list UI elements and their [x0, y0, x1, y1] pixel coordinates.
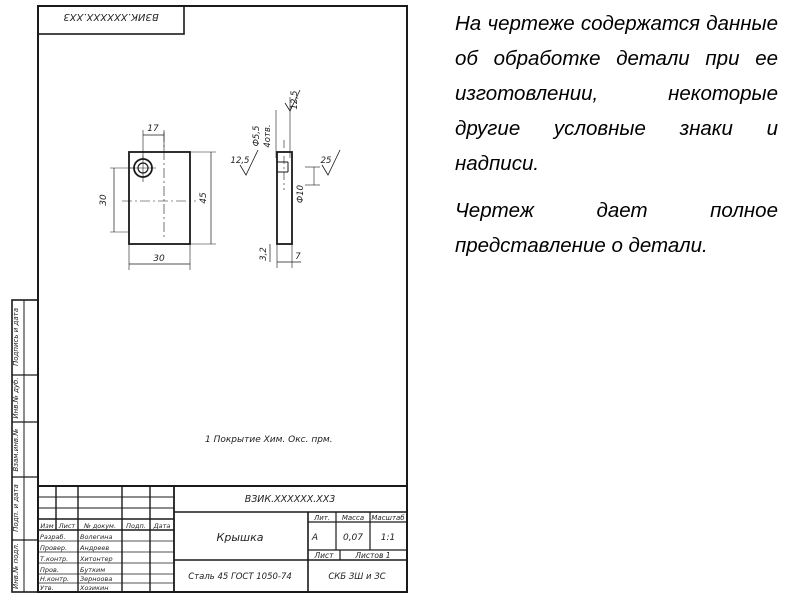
- side-label-2: Взам.инв.№: [12, 428, 20, 472]
- role-2: Т.контр.: [40, 555, 69, 563]
- plate-side-view: [277, 152, 292, 244]
- mass-value: 0,07: [342, 533, 364, 543]
- sheet-frame: [38, 6, 407, 592]
- roughness-right: 25: [320, 156, 332, 166]
- sheet-label: Лист: [314, 551, 334, 560]
- roughness-left: 12,5: [230, 156, 250, 166]
- hole-count: 4отв.: [263, 124, 273, 148]
- scale-value: 1:1: [380, 533, 396, 543]
- top-stamp: ВЗИК.XXXXXX.XX3: [63, 11, 159, 22]
- col-header-3: Подп.: [126, 522, 146, 530]
- coating-note: 1 Покрытие Хим. Окс. прм.: [205, 435, 333, 445]
- name-3: Бутким: [80, 566, 106, 574]
- role-1: Провер.: [40, 544, 68, 552]
- description-text: [455, 6, 778, 275]
- designation: ВЗИК.XXXXXX.XX3: [244, 494, 336, 505]
- header-lit: Лит.: [313, 514, 331, 522]
- name-5: Хозикин: [80, 584, 109, 592]
- sheets-label: Листов 1: [355, 551, 391, 560]
- paragraph-1: На чертеже содержатся данные об обработке детали при ее изготовлении, некоторые другие условные знаки и надписи.: [455, 12, 778, 175]
- header-scale: Масштаб: [371, 514, 405, 522]
- paragraph-2: Чертеж дает полное представление о детали.: [455, 199, 778, 257]
- roughness-top: 12,5: [290, 90, 300, 110]
- col-header-4: Дата: [153, 522, 171, 530]
- side-label-4: Подпись и дата: [12, 308, 20, 366]
- side-label-3: Инв.№ дуб.: [12, 377, 20, 419]
- name-4: Зерноова: [80, 575, 113, 583]
- side-label-1: Подп. и дата: [12, 484, 20, 532]
- hole-diameter: Ф5,5: [252, 125, 262, 147]
- lit-value: А: [311, 533, 319, 543]
- col-header-2: № докум.: [83, 522, 117, 530]
- role-3: Пров.: [40, 566, 59, 574]
- col-header-0: Изм: [40, 522, 54, 530]
- name-1: Андреев: [80, 544, 110, 552]
- role-4: Н.контр.: [40, 575, 70, 583]
- role-0: Разраб.: [40, 533, 66, 541]
- header-mass: Масса: [341, 514, 365, 522]
- name-0: Волегина: [80, 533, 113, 541]
- part-name: Крышка: [216, 531, 264, 544]
- name-2: Хитонтер: [80, 555, 113, 563]
- dim-30-left: 30: [99, 194, 109, 206]
- role-5: Утв.: [40, 584, 54, 592]
- dim-17: 17: [147, 124, 159, 134]
- dim-30-bottom: 30: [153, 254, 165, 264]
- dim-3-2: 3,2: [259, 247, 269, 261]
- shaft-diameter: Ф10: [296, 184, 306, 204]
- dim-45: 45: [199, 192, 209, 204]
- dim-7: 7: [295, 252, 301, 262]
- organization: СКБ ЗШ и ЗС: [328, 572, 386, 582]
- side-label-0: Инв.№ подл.: [12, 542, 20, 590]
- material: Сталь 45 ГОСТ 1050-74: [188, 572, 292, 582]
- col-header-1: Лист: [58, 522, 76, 530]
